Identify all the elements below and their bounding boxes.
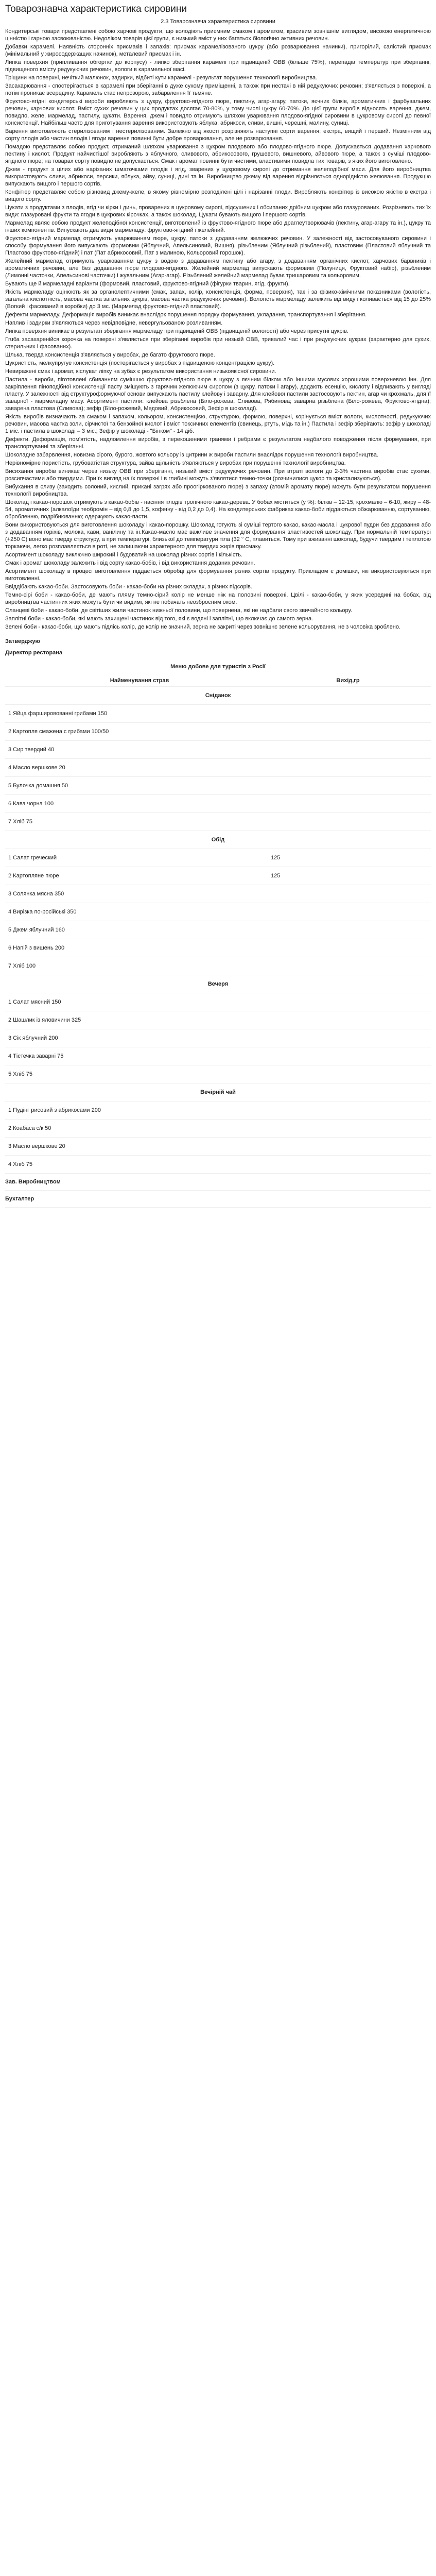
body-paragraph: Наплив і задирки з'являються через невідповідне, невергульованою розливанням. xyxy=(5,320,223,326)
body-paragraph: Дефекти. Деформація, пом'ятість, надломлення виробів, з перекошеними гранями і ребрами є результатом недбалого поводження після формування, при транспортуванні та зберіганні. xyxy=(5,436,431,450)
meals-list xyxy=(5,687,431,1174)
menu-item-row xyxy=(5,1138,431,1156)
approve-label: Затверджую xyxy=(5,638,40,645)
body-paragraph: Фруктово-ягідний мармелад отримують уварюванням пюре, цукру, патоки з додаванням желюючих речовин. У залежності від застосовуваного сировини і способу формування його випускають формовим (Яблучний, Апельсиновий, Вишня), різьбленим (Яблучний різьблений), пластовим (Пластовий яблучний та Пластово фруктово-ягідний) і пат (Пат абрикосовий, Пат з малиною, Кольоровий горошок). xyxy=(5,235,431,256)
section-subtitle: 2.3 Товарознавча характеристика сировини xyxy=(161,19,275,25)
menu-item-name: 2 Картопляне пюре xyxy=(8,873,59,879)
menu-item-name: 2 Коабаса с/к 50 xyxy=(8,1125,51,1131)
body-paragraph: Невиражені смак і аромат, кіслуват ліпку на зубах є результатом використання низькоякісної сировини. xyxy=(5,368,276,375)
body-paragraph: Темно-сірі боби - какао-боби, де мають пляму темно-сірий колір не менше ніж на половині поверхні. Цвілі - какао-боби, у яких усередині на бобах, від виробництва частинних яких можуть бути чи видимі, які не побачать неозброєним оком. xyxy=(5,592,431,605)
menu-item-row xyxy=(5,921,431,939)
column-header-name: Найменування страв xyxy=(110,677,169,684)
menu-item-row xyxy=(5,813,431,831)
menu-item-yield xyxy=(271,885,425,903)
document-title: Товарознавча характеристика сировини xyxy=(5,4,187,14)
menu-item-row xyxy=(5,849,431,867)
body-text xyxy=(5,28,431,631)
body-paragraph: Нерівномірне пористість, грубоватістая структура, зайва щільність з'являються у виробах при порушенні технології виробництва. xyxy=(5,460,346,466)
body-paragraph: Гruба засахаренійся корочка на поверхні з'являється при зберіганні виробів при низькій ОВВ, тривалий час і при редукуючих цукрах (характерно для сухих, стерильних і фасованих). xyxy=(5,336,431,350)
body-paragraph: Добавки карамелі. Наявність сторонніх присмаків і запахів: присмак карамелізованого цукру (або розварювання начинки), пригорілий, салістий присмак (мінімальний у жиросодержащих начинок), металевий присмак і ін. xyxy=(5,44,431,57)
menu-item-name: 6 Кава чорна 100 xyxy=(8,801,54,807)
menu-item-row xyxy=(5,1101,431,1120)
menu-item-yield xyxy=(271,993,425,1011)
menu-item-row xyxy=(5,777,431,795)
menu-item-row xyxy=(5,1065,431,1083)
menu-item-yield xyxy=(271,903,425,921)
menu-item-yield: 125 xyxy=(271,855,281,861)
meal-heading: Вечеря xyxy=(5,975,431,993)
menu-item-name: 3 Сир твердий 40 xyxy=(8,747,55,753)
menu-item-name: 3 Сік яблучний 200 xyxy=(8,1035,58,1041)
menu-item-name: 5 Джем яблучний 160 xyxy=(8,927,65,933)
body-paragraph: Якість мармеладу оцінюють як за органолептичними (смак, запах, колір, консистенція, форма, поверхня), так і за фізико-хімічними показниками (вологість, загальна кислотність, масова частка загальних цукрів, масова частка редукуючих речовин). Вологість мармеладу залежить від виду і коливається від 15 до 25% (Вогкий і фасований в коробки) до 3 мс. (Мармелад фруктово-ягідний пластовий). xyxy=(5,289,431,310)
menu-item-name: 4 Вирізка по-російські 350 xyxy=(8,909,77,915)
menu-item-name: 7 Хліб 100 xyxy=(8,963,36,969)
menu-item-row xyxy=(5,1120,431,1138)
body-paragraph: Вони використовуються для виготовлення шоколаду і какао-порошку. Шоколад готують зі суміші тертого какао, какао-масла і цукрової пудри без додавання або з додаванням горіхів, молока, кави, ванілину та ін.Какао-масло має важливе значення для формування властивостей шоколаду. При нормальній температурі (+250 С) воно має тверду структуру, а при температурі, близької до температури тіла (32 ° С, плавиться. Тому при вживанні шоколад, будучи твердим і теплотою торкаючи, легко розплавляється в роті, не залишаючи характерного для твердих жирів присмаку. xyxy=(5,522,431,550)
menu-item-row xyxy=(5,741,431,759)
meal-heading: Сніданок xyxy=(5,687,431,705)
menu-item-row xyxy=(5,795,431,813)
body-paragraph: Смак і аромат шоколаду залежить і від сорту какао-бобів, і від використання доданих речовин. xyxy=(5,560,255,566)
menu-item-row xyxy=(5,1029,431,1047)
menu-item-name: 4 Тістечка заварні 75 xyxy=(8,1053,64,1059)
signature-label: Зав. Виробництвом xyxy=(5,1174,431,1191)
body-paragraph: Бувають ще й мармеладні варіанти (формовий, пластовий, фруктово-ягідний (фігурки тварин, ягід, фрукти). xyxy=(5,281,290,287)
menu-item-name: 4 Хліб 75 xyxy=(8,1161,32,1167)
menu-section xyxy=(5,636,431,1208)
body-paragraph: Заплітні боби - какао-боби, які мають захищені частинок від того, які є водяні і заплітні, що включає до самого зерна. xyxy=(5,616,313,622)
document-page xyxy=(0,0,436,1213)
body-paragraph: Висихання виробів виникає через низьку ОВВ при зберіганні, низький вміст редукуючих речовин. При втраті вологи до 2-3% частина виробів стає сухими, розсипчастими або твердими. При їх вигляд на їх поверхні і в глибині можуть з'являтися темно-точки (розчинилися цукор та кристализуються). xyxy=(5,468,431,482)
menu-item-yield xyxy=(271,795,425,812)
menu-item-name: 3 Масло вершкове 20 xyxy=(8,1143,65,1149)
body-paragraph: Засахарювання - спостерігається в карамелі при зберіганні в дуже сухому приміщенні, а також при нестачі в ній редукуючих речовин; з'являється з поверхні, а потім проникає всередину. Карамель стає непрозорою, забарвлення її тьмяне. xyxy=(5,83,431,96)
body-paragraph: Асортимент шоколаду в процесі виготовлення піддається обробці для формування різних сортів продукту. Прикладом є домішки, які використовуються при виготовленні. xyxy=(5,568,431,582)
body-paragraph: Фруктово-ягідні кондитерські вироби виробляють з цукру, фруктово-ягідного пюре, пектину, агар-агару, патоки, яєчних білків, ароматичних і фарбувальних речовин, харчових кислот. Вміст сухих речовин у цих продуктах досягає 70-80%, у тому числі цукру 60-70%. До цієї групи виробів відносять варення, джем, повидло, желе, мармелад, пастилу, цукати. Варення, джем і повидло отримують шляхом уварювання плодово-ягідної сировини в цукровому сиропі до певної консистенції. Найбільш часто для приготування варення використовують яблука, абрикоси, сливи, вишні, черешні, малину, суниці. xyxy=(5,98,431,126)
menu-item-name: 5 Хліб 75 xyxy=(8,1071,32,1077)
menu-item-yield xyxy=(271,705,425,722)
body-paragraph: Шлька, тверда консистенція з'являється у виробах, де багато фруктового пюре. xyxy=(5,352,215,358)
body-paragraph: Якість виробів визначають за смаком і запахом, кольором, консистенцією, структурою, формою, поверхні, корінується вміст вологи, кислотності, редукуючих речовин, масова частка золи, сірчистої та бензойної кислот і вміст токсичних елементів (свинець, ртуть, мідь та ін.) Пастила і зефір зберігають: зефір у шоколаді 1 міс. і пастила в шоколаді – 3 міс.; Зефір у шоколаді - "Бінком" - 14 діб. xyxy=(5,414,431,434)
menu-item-row xyxy=(5,1156,431,1174)
body-paragraph: Липка поверхня (припливання обгортки до корпусу) - липко зберігання карамелі при підвищеній ОВВ (більше 75%), перепадів температур при зберіганні, підвищеного вмісту редукуючих речовин, вологи в карамельної масі. xyxy=(5,59,431,73)
signature-label: Бухгалтер xyxy=(5,1191,431,1208)
body-paragraph: Кондитерські товари представлені собою харчові продукти, що володіють приємним смаком і ароматом, красивим зовнішнім виглядом, високою енергетичною цінністю і гарною засвоюваністю. Недоліком товарів цієї групи, є низький вміст у них багатьох біологічно активних речовин. xyxy=(5,28,431,42)
menu-item-row xyxy=(5,723,431,741)
body-paragraph: Пастила - вироби, піготовлені сбиванням сумішшю фруктово-ягідного пюре в цукру з яєчним білком або іншими мусових хорошими поверхневою інн. Для закріплення піноподібної консистенції пасту змішують з гарячим желюючим сиропом (з цукру, патоки і агару), додають есенцію, кислоту і відливають у вигляді пласту. У залежності від структуроформуючої основи випускають пастилу клейову і заварну. Для клейової пастили застосовують пектин, агар чи крохмаль, для її заварної - мармеладну масу. Асортимент пастили: клейова різьблена (Біло-рожева, Сливова, Рябинова; заварна різьблена (Біло-рожева, Фруктово-ягідна); заварена пластова (Сливова); зефір (Біло-рожевий, Медовий, Абрикосовий, Зефір в шоколаді). xyxy=(5,377,431,412)
body-paragraph: Конфітюр представляє собою різновид джему-желе, в якому рівномірно розподілені цілі і нарізанні плоди. Виробляють конфітюр із високою якістю в екстра і вищого сорту. xyxy=(5,189,431,202)
body-paragraph: Шоколадне забарвлення, новизна сірого, бурого, жовтого кольору із цитрини ж вироби пастили внаслідок порушення технології виробництва. xyxy=(5,452,379,458)
menu-item-row xyxy=(5,1047,431,1065)
menu-item-yield xyxy=(271,1120,425,1137)
menu-item-row xyxy=(5,993,431,1011)
body-paragraph: Зелені боби - какао-боби, що мають підлісь колір, де колір не значний, зерна не закриті через зовнішнє зелене кольорування, не з чоловіка зроблено. xyxy=(5,624,401,630)
menu-item-name: 1 Яйца фаршировованні грибами 150 xyxy=(8,710,108,717)
menu-item-name: 4 Масло вершкове 20 xyxy=(8,765,65,771)
body-paragraph: Асортимент шоколаду виключно широкий і будоватий на шоколад різних сортів і кількість. xyxy=(5,552,243,558)
body-paragraph: Ввіддібають какао-боби. Застосовують боби - какао-боби на різних складах, з різних підсорів. xyxy=(5,584,252,590)
menu-item-yield xyxy=(271,1156,425,1173)
menu-item-yield xyxy=(271,1029,425,1047)
menu-item-yield xyxy=(271,1065,425,1083)
body-paragraph: Шоколад і какао-порошок отримують з какао-бобів - насіння плодів тропічного какао-дерева. У бобах міститься (у %): білків – 12-15, крохмалю – 6-10, жиру – 48-54, ароматичних (алкалоїди теобромін – від 0,8 до 1,5, кофеїну - від 0,2 до 0,4). На кондитерських фабриках какао-боби піддаються обжарюванню, сортуванню, обробленню, подрібнюванню; одержують какао-пасти. xyxy=(5,499,431,520)
meal-heading: Вечірній чай xyxy=(5,1083,431,1101)
menu-item-name: 3 Солянка мясна 350 xyxy=(8,891,64,897)
menu-item-row xyxy=(5,867,431,885)
menu-item-yield xyxy=(271,723,425,740)
menu-item-yield xyxy=(271,777,425,794)
menu-item-yield xyxy=(271,741,425,758)
column-header-yield: Вихід,гр xyxy=(336,677,360,684)
menu-item-name: 1 Салат мясний 150 xyxy=(8,999,61,1005)
body-paragraph: Вибухання в слизу (заходить солоний, кислий, прикані загрях або проогіркованого пюре) з запаху (атомій аромату пюре) можуть бути результатом порушення технології виробництва. xyxy=(5,484,431,497)
body-paragraph: Варення виготовляють стерилізованим і нестерилізованим. Залежно від якості розрізняють наступні сорти варення: екстра, вищий і перший. Незмінним від сорту плодів або частин плодів і ягоди варення повинні бути добре проварювання, але не розварювання. xyxy=(5,128,431,142)
menu-item-name: 6 Напій з вишень 200 xyxy=(8,945,65,951)
menu-item-name: 2 Шашлик із яловичини 325 xyxy=(8,1017,81,1023)
body-paragraph: Тріщини на поверхні, нечіткий малюнок, задирки, відбиті кути карамелі - результат порушення технології виробництва. xyxy=(5,75,318,81)
menu-item-yield xyxy=(271,957,425,975)
body-paragraph: Мармелад являє собою продукт желеподібної консистенції, виготовлений із фруктово-ягідного пюре або драглеутворювачів (пектину, агар-агару та ін.), цукру та інших компонентів. Випускають два види мармеладу: фруктово-ягідний і желейний. xyxy=(5,220,431,233)
menu-item-yield xyxy=(271,939,425,957)
menu-item-yield xyxy=(271,1138,425,1155)
body-paragraph: Сланцеві боби - какао-боби, де світіших жили частинок нижньої половини, що повернена, які не надбали свого звичайного кольору. xyxy=(5,607,352,614)
meal-heading: Обід xyxy=(5,831,431,849)
body-paragraph: Дефекти мармеладу. Деформація виробів виникає внаслідок порушення порядку формування, укладання, транспортування і зберігання. xyxy=(5,312,367,318)
body-paragraph: Джем - продукт з цілих або нарізаних шматочками плодів і ягід, зварених у цукровому сиропі до отримання желеподібної маси. Для його виробництва використовують сливи, абрикоси, персики, яблука, айву, суниці, дині та ін. Виробництво джему від варення відрізняється однорідністю желювання. Продукцію випускають вищого і першого сортів. xyxy=(5,166,431,187)
body-paragraph: Цукати з продуктами з плодів, ягід чи кірки і динь, проварених в цукровому сиропі, підсушених і обсипаних дрібним цукром або глазурованих. Розрізняють тих їх види: глазуровані фрукти та ягоди в цукрових кірочках, а також шоколад. Цукати бувають вищого і першого сортів. xyxy=(5,205,431,218)
menu-item-yield xyxy=(271,1011,425,1029)
menu-item-row xyxy=(5,939,431,957)
body-paragraph: Помадою представляє собою продукт, отриманий шляхом уварювання з цукром плодового або плодово-ягідного пюре. Допускається додавання харчового пектину і кислот. Продукт найчистішої виробляють з яблучного, сливового, абрикосового, грушевого, вишневого, айвового пюре, а також з суміші плодово-ягідного пюре; на товарах сорту повидло не допускається. Смак і аромат повинні бути чистими, властивими повидла тих товарів, з яких його виготовлено. xyxy=(5,144,431,164)
menu-item-name: 5 Булочка домашня 50 xyxy=(8,783,68,789)
menu-item-row xyxy=(5,1011,431,1029)
director-label: Директор ресторана xyxy=(5,650,63,656)
body-paragraph: Липка поверхня виникає в результаті зберігання мармеладу при підвищеній ОВВ (підвищеній вологості) або через присутні цукрів. xyxy=(5,328,348,334)
body-paragraph: Желейний мармелад отримують уварюванням цукру з водою з додаванням пектину або агару, з додаванням органічних кислот, харчових барвників і ароматичних речовин, але без додавання пюре плодово-ягідного. Желейний мармелад випускають формовим (Полуниця, Фруктовий набір), різьбленим (Лимонні часточки, Апельсинові часточки) і жувальним (Агар-агар). Різьблений желейний мармелад буває тришаровим та кольоровим. xyxy=(5,258,431,279)
menu-item-yield xyxy=(271,921,425,939)
menu-item-name: 1 Салат греческий xyxy=(8,855,57,861)
menu-item-row xyxy=(5,759,431,777)
menu-item-yield xyxy=(271,1101,425,1119)
menu-item-row xyxy=(5,957,431,975)
menu-header-row xyxy=(5,675,431,687)
menu-title: Меню добове для туристів з Росії xyxy=(170,664,266,670)
menu-item-name: 2 Картопля смажена с грибами 100/50 xyxy=(8,728,109,735)
menu-item-name: 1 Пудінг рисовий з абрикосами 200 xyxy=(8,1107,101,1113)
menu-item-row xyxy=(5,885,431,903)
signatures xyxy=(5,1174,431,1208)
menu-item-row xyxy=(5,903,431,921)
menu-item-yield: 125 xyxy=(271,873,281,879)
menu-item-yield xyxy=(271,759,425,776)
menu-item-yield xyxy=(271,813,425,831)
menu-item-name: 7 Хліб 75 xyxy=(8,819,32,825)
menu-item-yield xyxy=(271,1047,425,1065)
menu-item-row xyxy=(5,705,431,723)
body-paragraph: Цукристість, мелкупругуе консистенція (постерігається у виробах з підвищеною концентрацією цукру). xyxy=(5,360,275,366)
